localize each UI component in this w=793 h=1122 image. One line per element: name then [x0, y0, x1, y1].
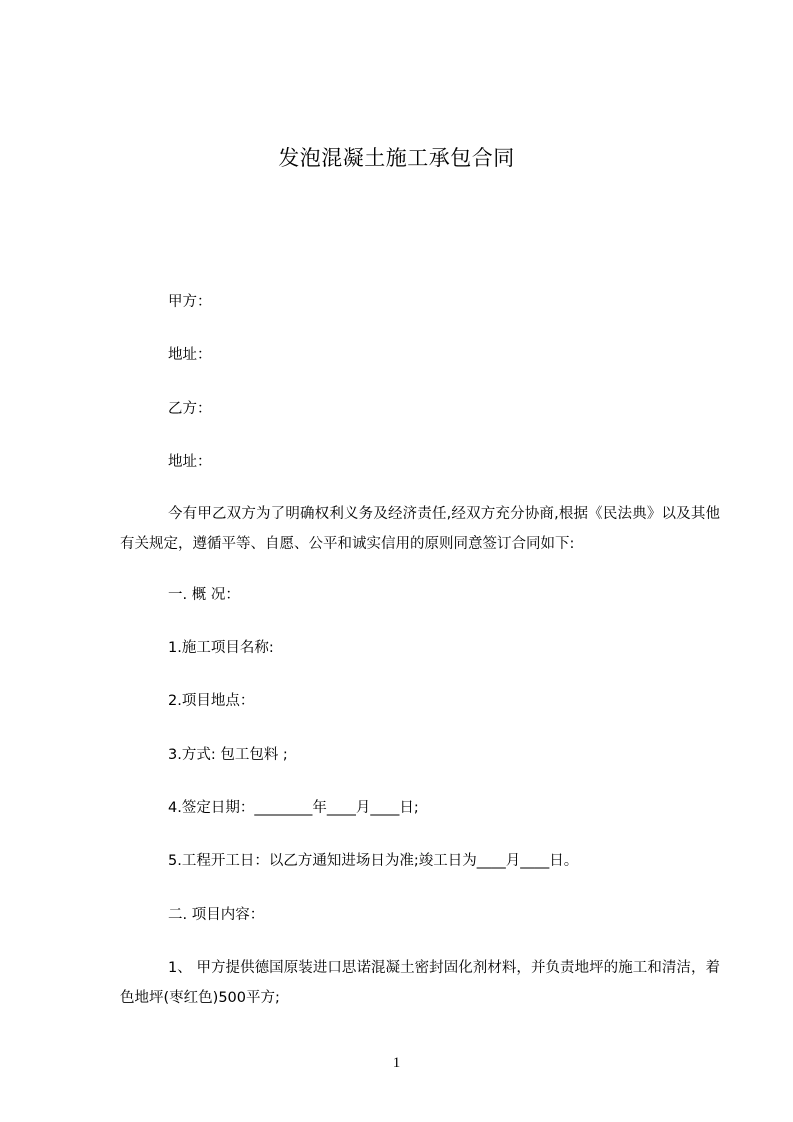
party-a-address-label: 地址：	[168, 347, 212, 363]
section-1-heading: 一. 概 况：	[168, 587, 240, 603]
party-b-label: 乙方：	[168, 401, 212, 417]
page-number: 1	[392, 1055, 401, 1071]
contract-method-item: 3.方式: 包工包料 ;	[168, 747, 288, 763]
content-item-1: 1、 甲方提供德国原装进口思诺混凝土密封固化剂材料，并负责地坪的施工和清洁，着色地坪(枣红色)500平方;	[120, 960, 720, 1006]
party-b-address-label: 地址：	[168, 454, 212, 470]
start-date-item: 5.工程开工日：以乙方通知进场日为准;竣工日为____月____日。	[168, 853, 579, 869]
contract-title: 发泡混凝土施工承包合同	[278, 146, 515, 170]
section-2-heading: 二. 项目内容：	[168, 907, 265, 923]
project-location-item: 2.项目地点：	[168, 693, 255, 709]
intro-paragraph: 今有甲乙双方为了明确权利义务及经济责任,经双方充分协商,根据《民法典》以及其他有关规定，遵循平等、自愿、公平和诚实信用的原则同意签订合同如下:	[120, 506, 720, 552]
project-name-item: 1.施工项目名称:	[168, 640, 274, 656]
party-a-label: 甲方：	[168, 294, 212, 310]
signing-date-item: 4.签定日期：________年____月____日;	[168, 800, 419, 816]
